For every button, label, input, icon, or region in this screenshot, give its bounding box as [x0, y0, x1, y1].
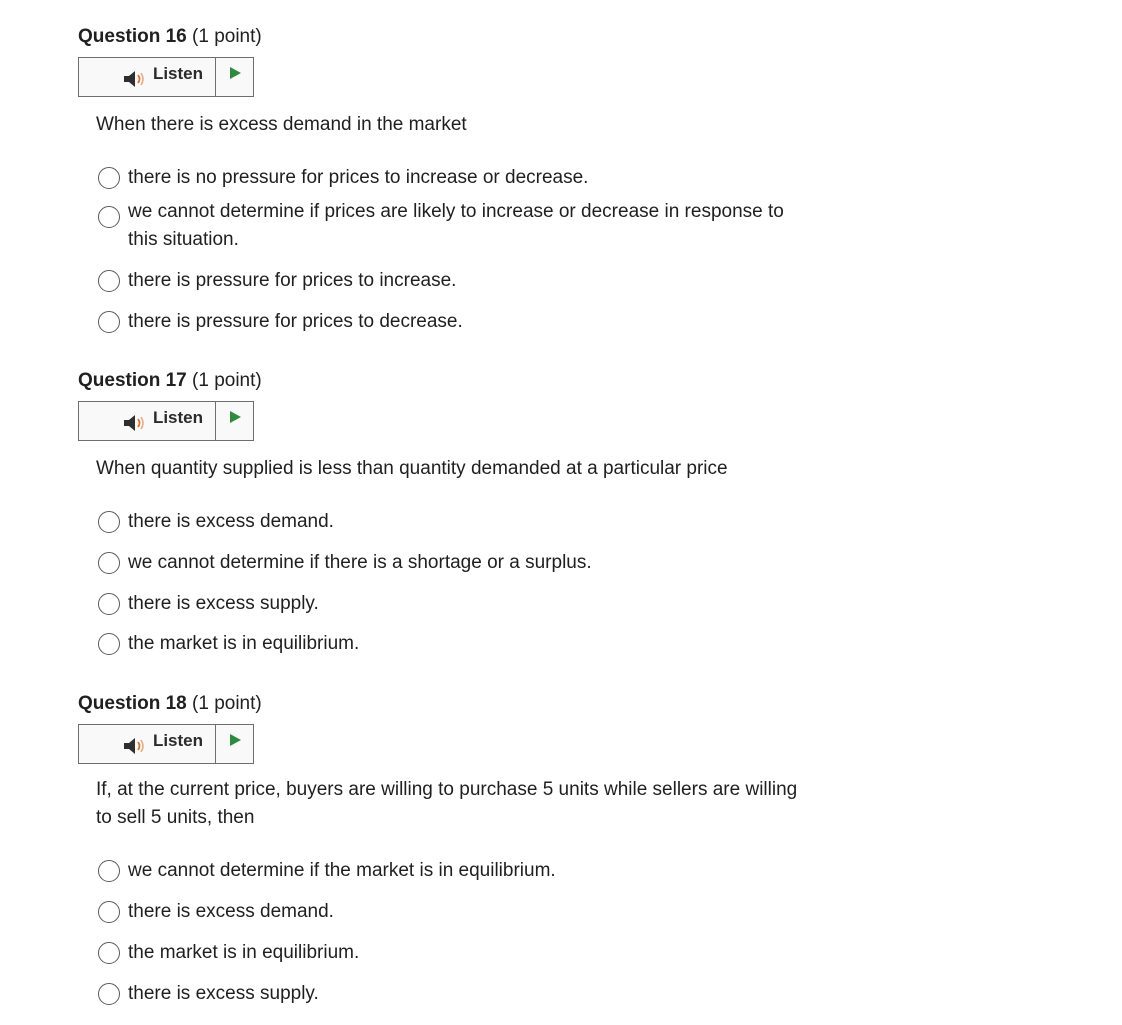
answer-options — [78, 508, 1078, 664]
answer-option[interactable] — [98, 939, 1078, 980]
question-text: If, at the current price, buyers are willing to purchase 5 units while sellers are willing to sell 5 units, then — [96, 779, 798, 828]
question-points: (1 point) — [192, 693, 262, 714]
answer-option[interactable] — [98, 980, 1078, 1014]
question-18 — [78, 692, 1078, 1014]
answer-option[interactable] — [98, 630, 1078, 664]
play-icon — [228, 66, 242, 80]
radio-button[interactable] — [98, 860, 120, 882]
listen-button[interactable] — [79, 725, 216, 763]
question-title — [78, 692, 1078, 716]
option-label: the market is in equilibrium. — [128, 942, 360, 963]
play-button[interactable] — [216, 402, 253, 440]
answer-option[interactable] — [98, 164, 1078, 198]
answer-options — [78, 164, 1078, 342]
question-title — [78, 369, 1078, 393]
option-label: there is excess supply. — [128, 593, 319, 614]
question-number: Question 18 — [78, 693, 187, 714]
speaker-icon — [123, 69, 149, 89]
listen-widget — [78, 724, 254, 764]
option-label: the market is in equilibrium. — [128, 633, 360, 654]
radio-button[interactable] — [98, 983, 120, 1005]
answer-option[interactable] — [98, 898, 1078, 939]
radio-button[interactable] — [98, 167, 120, 189]
question-17 — [78, 369, 1078, 664]
option-label: we cannot determine if the market is in equilibrium. — [128, 860, 556, 881]
play-icon — [228, 733, 242, 747]
listen-button[interactable] — [79, 58, 216, 96]
question-number: Question 17 — [78, 370, 187, 391]
radio-button[interactable] — [98, 270, 120, 292]
question-points: (1 point) — [192, 370, 262, 391]
listen-button[interactable] — [79, 402, 216, 440]
answer-option[interactable] — [98, 857, 1078, 898]
option-label: there is no pressure for prices to increase or decrease. — [128, 167, 589, 188]
listen-widget — [78, 57, 254, 97]
play-button[interactable] — [216, 725, 253, 763]
radio-button[interactable] — [98, 942, 120, 964]
question-number: Question 16 — [78, 26, 187, 47]
speaker-icon — [123, 736, 149, 756]
question-text: When quantity supplied is less than quantity demanded at a particular price — [96, 458, 728, 479]
radio-button[interactable] — [98, 311, 120, 333]
play-button[interactable] — [216, 58, 253, 96]
listen-label: Listen — [152, 64, 203, 83]
play-icon — [228, 410, 242, 424]
radio-button[interactable] — [98, 511, 120, 533]
question-points: (1 point) — [192, 26, 262, 47]
listen-label: Listen — [152, 408, 203, 427]
option-label: there is pressure for prices to decrease. — [128, 311, 463, 332]
radio-button[interactable] — [98, 206, 120, 228]
question-16 — [78, 25, 1078, 342]
option-label: we cannot determine if there is a shortage or a surplus. — [128, 552, 592, 573]
answer-option[interactable] — [98, 267, 1078, 308]
answer-option[interactable] — [98, 549, 1078, 590]
radio-button[interactable] — [98, 552, 120, 574]
radio-button[interactable] — [98, 633, 120, 655]
answer-option[interactable] — [98, 198, 1078, 267]
option-label: there is excess demand. — [128, 901, 334, 922]
answer-option[interactable] — [98, 308, 1078, 342]
listen-widget — [78, 401, 254, 441]
answer-option[interactable] — [98, 590, 1078, 630]
option-label: there is excess supply. — [128, 983, 319, 1004]
answer-options — [78, 857, 1078, 1014]
answer-option[interactable] — [98, 508, 1078, 549]
option-label: there is pressure for prices to increase. — [128, 270, 457, 291]
listen-label: Listen — [152, 731, 203, 750]
radio-button[interactable] — [98, 593, 120, 615]
option-label: there is excess demand. — [128, 511, 334, 532]
radio-button[interactable] — [98, 901, 120, 923]
question-title — [78, 25, 1078, 49]
speaker-icon — [123, 413, 149, 433]
question-text: When there is excess demand in the market — [96, 114, 467, 135]
option-label: we cannot determine if prices are likely to increase or decrease in response to this situation. — [128, 201, 784, 250]
